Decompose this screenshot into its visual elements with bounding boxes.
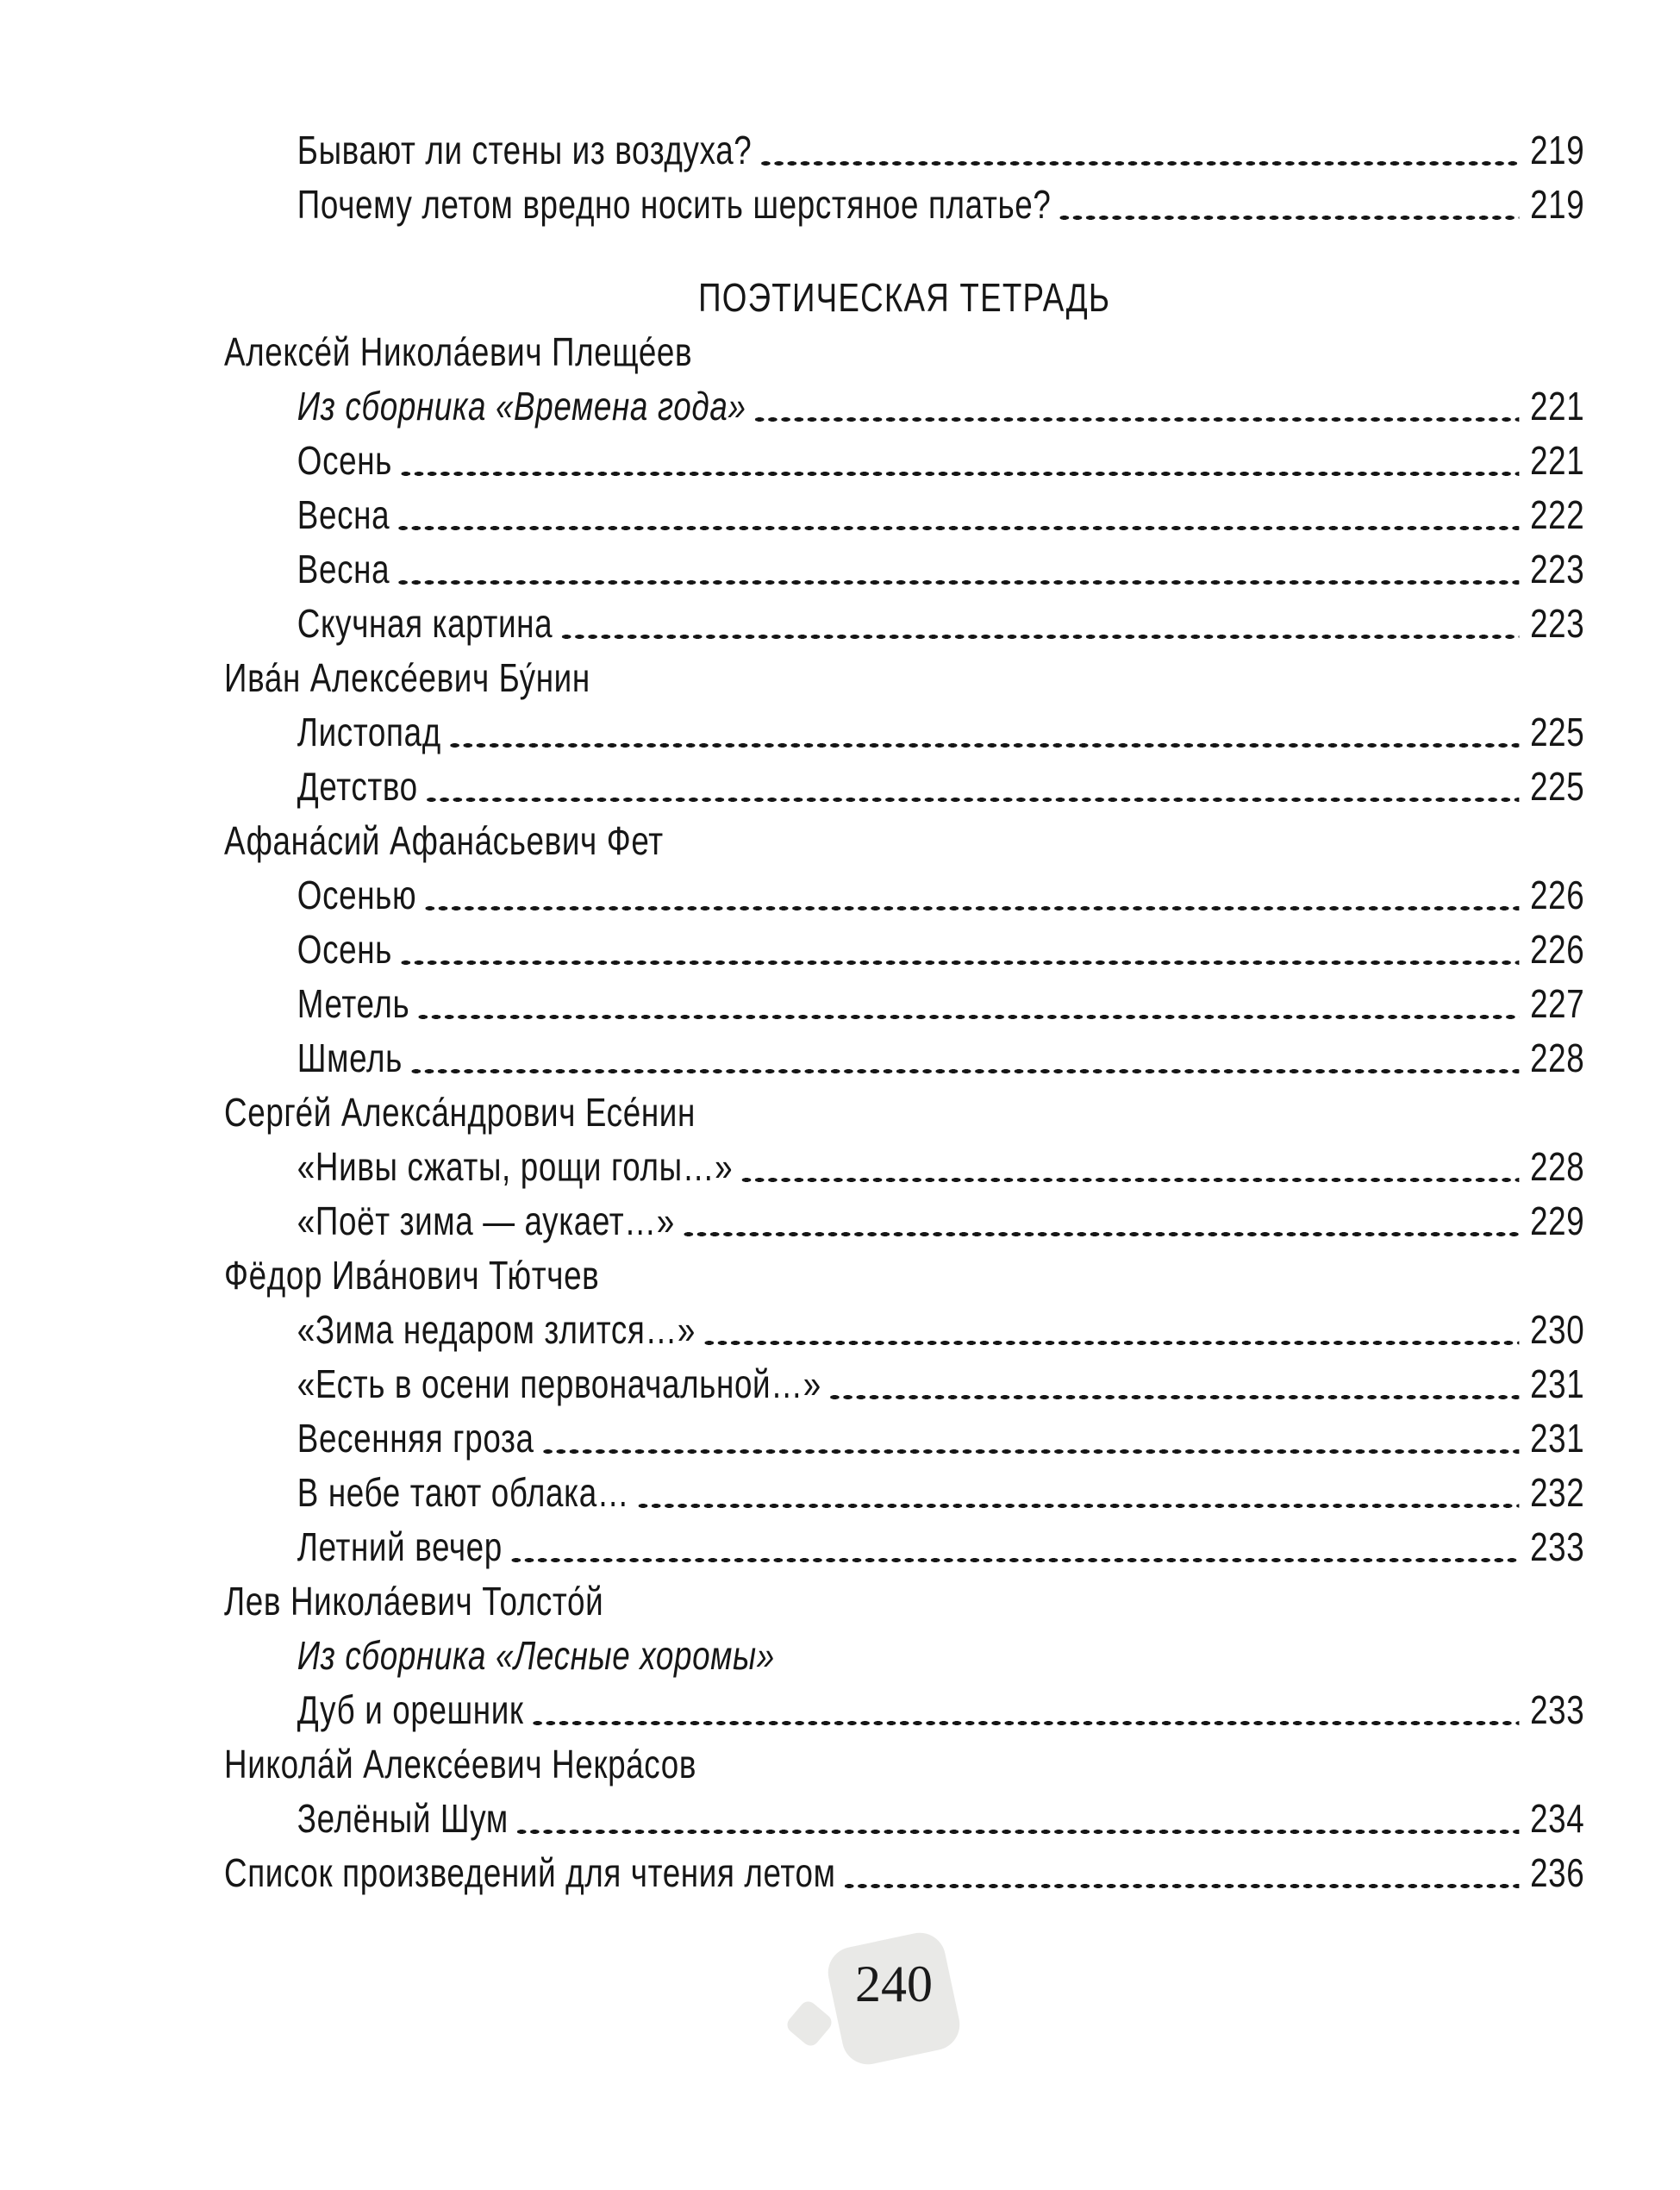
entry-title: Бывают ли стены из воздуха? [297, 128, 753, 172]
toc-author-row [224, 1574, 1584, 1629]
toc-entry-row [224, 1846, 1584, 1900]
entry-title: Зелёный Шум [297, 1796, 509, 1841]
dot-leader [399, 434, 1519, 488]
entry-title: Фёдор Ива́нович Тю́тчев [224, 1253, 600, 1298]
footer-decoration-small-diamond [784, 1998, 834, 2049]
entry-page-number: 227 [1530, 981, 1585, 1026]
entry-page-number: 222 [1530, 492, 1585, 537]
toc-entry-row [224, 488, 1584, 542]
toc-section-poetry [224, 325, 1584, 1900]
entry-page-number: 223 [1530, 601, 1585, 646]
entry-page-number: 228 [1530, 1144, 1585, 1189]
entry-page-number: 221 [1530, 384, 1585, 429]
dot-leader [397, 542, 1519, 597]
entry-title: Почему летом вредно носить шерстяное платье? [297, 182, 1052, 227]
dot-leader [753, 379, 1520, 434]
entry-title: «Зима недаром злится…» [297, 1307, 696, 1352]
toc-entry-row [224, 597, 1584, 651]
entry-title: Дуб и орешник [297, 1687, 524, 1732]
entry-page-number: 225 [1530, 710, 1585, 754]
toc-entry-row [224, 760, 1584, 814]
toc-author-row [224, 325, 1584, 379]
entry-title: Лев Никола́евич Толсто́й [224, 1579, 604, 1624]
entry-title: Осень [297, 927, 392, 972]
entry-page-number: 236 [1530, 1850, 1585, 1895]
entry-page-number: 221 [1530, 438, 1585, 483]
entry-title: Из сборника «Лесные хоромы» [297, 1633, 775, 1678]
toc-entry-row [224, 1466, 1584, 1520]
toc-entry-row [224, 923, 1584, 977]
dot-leader [759, 123, 1519, 178]
entry-page-number: 232 [1530, 1470, 1585, 1515]
entry-title: Из сборника «Времена года» [297, 384, 746, 429]
entry-title: Афана́сий Афана́сьевич Фет [224, 818, 664, 863]
dot-leader [740, 1140, 1519, 1194]
entry-title: Весенняя гроза [297, 1416, 534, 1461]
toc-entry-row [224, 1303, 1584, 1357]
entry-title: Весна [297, 492, 390, 537]
page-number: 240 [855, 1955, 933, 2012]
toc-entry-row [224, 977, 1584, 1031]
dot-leader [397, 488, 1519, 542]
toc-section-previous [224, 123, 1584, 232]
entry-page-number: 226 [1530, 927, 1585, 972]
dot-leader [559, 597, 1519, 651]
toc-author-row [224, 1737, 1584, 1792]
dot-leader [399, 923, 1519, 977]
table-of-contents [224, 123, 1584, 1900]
toc-entry-row [224, 123, 1584, 178]
section-heading: ПОЭТИЧЕСКАЯ ТЕТРАДЬ [698, 275, 1111, 320]
entry-title: Метель [297, 981, 410, 1026]
entry-page-number: 219 [1530, 128, 1585, 172]
toc-entry-row [224, 1357, 1584, 1411]
dot-leader [1058, 178, 1519, 232]
entry-title: Алексе́й Никола́евич Плеще́ев [224, 329, 693, 374]
entry-title: «Поёт зима — аукает…» [297, 1198, 675, 1243]
entry-page-number: 228 [1530, 1036, 1585, 1080]
dot-leader [682, 1194, 1519, 1248]
entry-title: Список произведений для чтения летом [224, 1850, 836, 1895]
entry-page-number: 231 [1530, 1416, 1585, 1461]
toc-entry-row [224, 1140, 1584, 1194]
dot-leader [425, 760, 1520, 814]
entry-title: Осень [297, 438, 392, 483]
dot-leader [409, 1031, 1519, 1086]
dot-leader [843, 1846, 1520, 1900]
entry-title: Скучная картина [297, 601, 553, 646]
dot-leader [828, 1357, 1519, 1411]
entry-page-number: 229 [1530, 1198, 1585, 1243]
dot-leader [448, 705, 1519, 760]
entry-title: Летний вечер [297, 1524, 503, 1569]
dot-leader [416, 977, 1519, 1031]
toc-entry-row [224, 1411, 1584, 1466]
entry-title: «Есть в осени первоначальной…» [297, 1361, 821, 1406]
toc-entry-row [224, 1683, 1584, 1737]
entry-page-number: 223 [1530, 547, 1585, 591]
dot-leader [541, 1411, 1520, 1466]
toc-entry-row [224, 1792, 1584, 1846]
toc-entry-row [224, 1031, 1584, 1086]
entry-title: Детство [297, 764, 418, 809]
entry-title: В небе тают облака… [297, 1470, 630, 1515]
dot-leader [703, 1303, 1519, 1357]
entry-page-number: 233 [1530, 1524, 1585, 1569]
entry-page-number: 233 [1530, 1687, 1585, 1732]
entry-title: Листопад [297, 710, 441, 754]
toc-entry-row [224, 434, 1584, 488]
toc-author-row [224, 1086, 1584, 1140]
dot-leader [515, 1792, 1519, 1846]
toc-entry-row [224, 868, 1584, 923]
dot-leader [509, 1520, 1519, 1574]
toc-entry-row [224, 1194, 1584, 1248]
toc-author-row [224, 1248, 1584, 1303]
dot-leader [636, 1466, 1519, 1520]
toc-entry-row [224, 1629, 1584, 1683]
entry-title: Никола́й Алексе́евич Некра́сов [224, 1742, 697, 1786]
toc-entry-row [224, 178, 1584, 232]
entry-title: «Нивы сжаты, рощи голы…» [297, 1144, 734, 1189]
toc-entry-row [224, 1520, 1584, 1574]
entry-title: Ива́н Алексе́евич Бу́нин [224, 655, 590, 700]
entry-title: Серге́й Алекса́ндрович Есе́нин [224, 1090, 696, 1135]
entry-page-number: 225 [1530, 764, 1585, 809]
entry-page-number: 226 [1530, 873, 1585, 917]
dot-leader [531, 1683, 1520, 1737]
toc-entry-row [224, 542, 1584, 597]
toc-entry-row [224, 379, 1584, 434]
toc-entry-row [224, 705, 1584, 760]
toc-author-row [224, 651, 1584, 705]
entry-page-number: 230 [1530, 1307, 1585, 1352]
entry-title: Шмель [297, 1036, 403, 1080]
entry-page-number: 219 [1530, 182, 1585, 227]
entry-title: Осенью [297, 873, 417, 917]
entry-page-number: 234 [1530, 1796, 1585, 1841]
toc-author-row [224, 814, 1584, 868]
entry-page-number: 231 [1530, 1361, 1585, 1406]
entry-title: Весна [297, 547, 390, 591]
dot-leader [423, 868, 1519, 923]
